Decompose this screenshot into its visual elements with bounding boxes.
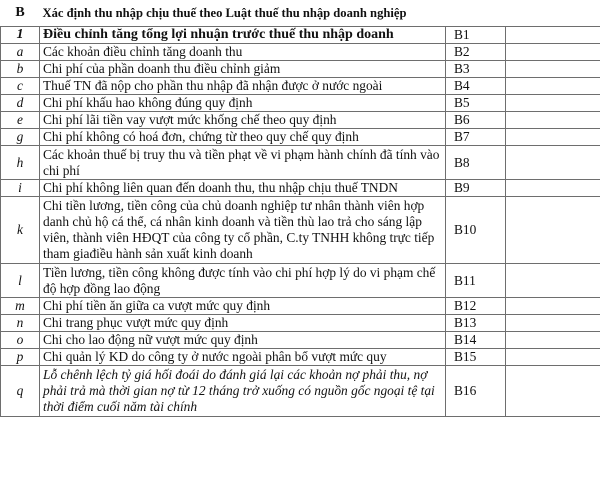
- row-description: Thuế TN đã nộp cho phần thu nhập đã nhận được ở nước ngoài: [40, 78, 446, 95]
- value-cell[interactable]: [506, 332, 600, 349]
- table-row: [1, 332, 600, 349]
- row-code: n: [1, 315, 40, 332]
- row-code: b: [1, 61, 40, 78]
- row-description: Chi tiền lương, tiền công của chủ doanh nghiệp tư nhân thành viên hợp danh chủ hộ cá thể, cá nhân kinh doanh và tiền thù lao trả cho sáng lập viên, thành viên HĐQT của công ty cổ phần, C.ty TNHH không trực tiếp tham giađiều hành sản xuất kinh doanh: [40, 197, 446, 264]
- value-cell[interactable]: [506, 61, 600, 78]
- row-reference: B9: [446, 180, 506, 197]
- row-description: Chi phí tiền ăn giữa ca vượt mức quy định: [40, 298, 446, 315]
- row-description: Các khoản thuế bị truy thu và tiền phạt về vi phạm hành chính đã tính vào chi phí: [40, 146, 446, 180]
- row-description: Chi phí khấu hao không đúng quy định: [40, 95, 446, 112]
- value-cell[interactable]: [506, 366, 600, 417]
- row-code: e: [1, 112, 40, 129]
- row-reference: B5: [446, 95, 506, 112]
- value-cell[interactable]: [506, 44, 600, 61]
- table-row: [1, 366, 600, 417]
- row-description: Điều chỉnh tăng tổng lợi nhuận trước thuế thu nhập doanh: [40, 27, 446, 44]
- table-row: [1, 129, 600, 146]
- row-reference: B16: [446, 366, 506, 417]
- row-reference: B11: [446, 264, 506, 298]
- row-code: h: [1, 146, 40, 180]
- row-code: i: [1, 180, 40, 197]
- value-cell[interactable]: [506, 95, 600, 112]
- row-code: p: [1, 349, 40, 366]
- row-reference: B15: [446, 349, 506, 366]
- row-description: Chi quản lý KD do công ty ở nước ngoài phân bổ vượt mức quy: [40, 349, 446, 366]
- value-cell[interactable]: [506, 180, 600, 197]
- value-cell[interactable]: [506, 315, 600, 332]
- value-cell[interactable]: [506, 78, 600, 95]
- row-description: Lỗ chênh lệch tỷ giá hối đoái do đánh giá lại các khoản nợ phải thu, nợ phải trả mà thời gian nợ từ 12 tháng trở xuống có nguồn gốc ngoại tệ tại thời điểm cuối năm tài chính: [40, 366, 446, 417]
- table-row: [1, 349, 600, 366]
- table-row: [1, 180, 600, 197]
- value-cell[interactable]: [506, 298, 600, 315]
- table-row: [1, 197, 600, 264]
- row-reference: B13: [446, 315, 506, 332]
- row-code: c: [1, 78, 40, 95]
- row-reference: B10: [446, 197, 506, 264]
- row-description: Chi cho lao động nữ vượt mức quy định: [40, 332, 446, 349]
- row-description: Tiền lương, tiền công không được tính vào chi phí hợp lý do vi phạm chế độ hợp đồng lao động: [40, 264, 446, 298]
- row-reference: B4: [446, 78, 506, 95]
- value-cell[interactable]: [506, 129, 600, 146]
- row-reference: B7: [446, 129, 506, 146]
- row-code: k: [1, 197, 40, 264]
- table-row: [1, 78, 600, 95]
- table-row: [1, 44, 600, 61]
- value-cell[interactable]: [506, 349, 600, 366]
- header-code-cell: B: [1, 0, 40, 27]
- table-row: [1, 95, 600, 112]
- value-cell[interactable]: [506, 146, 600, 180]
- row-code: 1: [1, 27, 40, 44]
- row-reference: B14: [446, 332, 506, 349]
- row-code: m: [1, 298, 40, 315]
- row-description: Các khoản điều chỉnh tăng doanh thu: [40, 44, 446, 61]
- row-description: Chi phí của phần doanh thu điều chỉnh giảm: [40, 61, 446, 78]
- value-cell[interactable]: [506, 197, 600, 264]
- table-row: [1, 146, 600, 180]
- value-cell[interactable]: [506, 112, 600, 129]
- row-description: Chi phí lãi tiền vay vượt mức khống chế theo quy định: [40, 112, 446, 129]
- table-row: [1, 298, 600, 315]
- row-description: Chi phí không có hoá đơn, chứng từ theo quy chế quy định: [40, 129, 446, 146]
- row-code: g: [1, 129, 40, 146]
- row-code: q: [1, 366, 40, 417]
- row-reference: B1: [446, 27, 506, 44]
- table-row: [1, 61, 600, 78]
- row-reference: B12: [446, 298, 506, 315]
- table-row: [1, 27, 600, 44]
- row-code: o: [1, 332, 40, 349]
- value-cell[interactable]: [506, 27, 600, 44]
- row-code: l: [1, 264, 40, 298]
- row-reference: B8: [446, 146, 506, 180]
- row-reference: B2: [446, 44, 506, 61]
- row-code: a: [1, 44, 40, 61]
- row-description: Chi trang phục vượt mức quy định: [40, 315, 446, 332]
- header-title-cell: Xác định thu nhập chịu thuế theo Luật thuế thu nhập doanh nghiệp: [40, 0, 600, 27]
- header-row: [1, 0, 600, 27]
- table-row: [1, 315, 600, 332]
- table-row: [1, 264, 600, 298]
- table-row: [1, 112, 600, 129]
- row-description: Chi phí không liên quan đến doanh thu, thu nhập chịu thuế TNDN: [40, 180, 446, 197]
- row-reference: B3: [446, 61, 506, 78]
- value-cell[interactable]: [506, 264, 600, 298]
- row-code: d: [1, 95, 40, 112]
- row-reference: B6: [446, 112, 506, 129]
